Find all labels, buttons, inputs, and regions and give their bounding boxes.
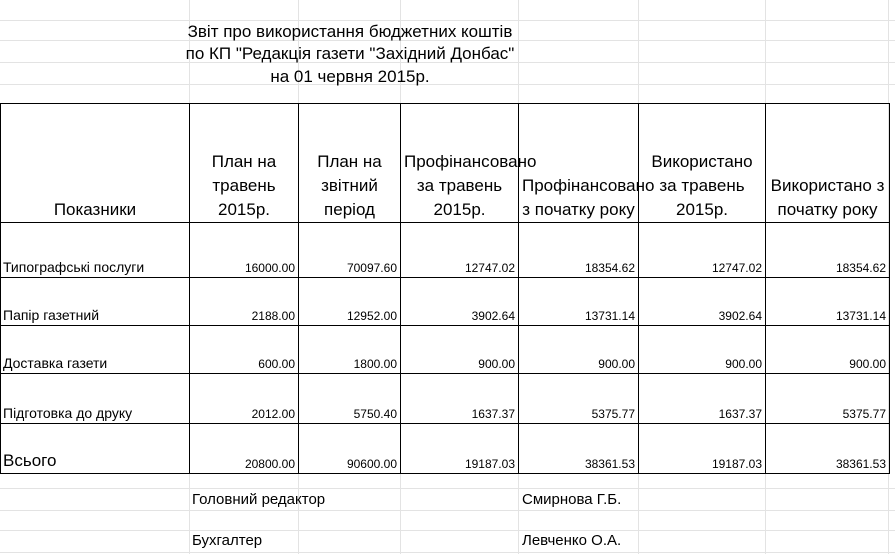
table-row: [1, 326, 890, 374]
table-cell: 13731.14: [519, 278, 639, 326]
row-label-total: Всього: [1, 424, 190, 474]
accountant-name: Левченко О.А.: [522, 532, 622, 549]
report-title-line-1: Звіт про використання бюджетних коштів: [187, 22, 513, 41]
table-cell: 900.00: [766, 326, 890, 374]
row-label: Доставка газети: [1, 326, 190, 374]
table-cell: 13731.14: [766, 278, 890, 326]
row-label: Папір газетний: [1, 278, 190, 326]
table-cell: 38361.53: [766, 424, 890, 474]
header-used-may: Використано за травень 2015р.: [639, 104, 766, 223]
table-cell: 38361.53: [519, 424, 639, 474]
table-cell: 1637.37: [401, 374, 519, 424]
table-cell: 20800.00: [190, 424, 299, 474]
table-cell: 18354.62: [519, 223, 639, 278]
table-header-row: [1, 104, 890, 223]
accountant-title: Бухгалтер: [192, 532, 263, 549]
report-title-line-2: по КП "Редакція газети "Західний Донбас": [185, 44, 515, 63]
table-cell: 90600.00: [299, 424, 401, 474]
table-cell: 12952.00: [299, 278, 401, 326]
table-cell: 3902.64: [639, 278, 766, 326]
table-cell: 900.00: [519, 326, 639, 374]
table-cell: 18354.62: [766, 223, 890, 278]
header-plan-period: План на звітний період: [299, 104, 401, 223]
header-indicators: Показники: [1, 104, 190, 223]
table-cell: 12747.02: [639, 223, 766, 278]
table-cell: 19187.03: [639, 424, 766, 474]
table-cell: 2012.00: [190, 374, 299, 424]
table-cell: 16000.00: [190, 223, 299, 278]
report-title-line-3: на 01 червня 2015р.: [270, 67, 430, 86]
table-row-total: [1, 424, 890, 474]
header-financed-may: Профінансовано за травень 2015р.: [401, 104, 519, 223]
editor-name: Смирнова Г.Б.: [522, 491, 622, 508]
table-cell: 600.00: [190, 326, 299, 374]
table-cell: 12747.02: [401, 223, 519, 278]
table-cell: 5375.77: [519, 374, 639, 424]
table-cell: 5750.40: [299, 374, 401, 424]
header-financed-ytd: Профінансовано з початку року: [519, 104, 639, 223]
table-cell: 70097.60: [299, 223, 401, 278]
header-plan-may: План на травень 2015р.: [190, 104, 299, 223]
header-used-ytd: Використано з початку року: [766, 104, 890, 223]
gridline: [0, 552, 895, 553]
gridline: [0, 530, 895, 531]
table-cell: 1637.37: [639, 374, 766, 424]
table-row: [1, 223, 890, 278]
table-cell: 2188.00: [190, 278, 299, 326]
row-label: Типографські послуги: [1, 223, 190, 278]
editor-title: Головний редактор: [192, 491, 326, 508]
gridline: [0, 488, 895, 489]
table-cell: 1800.00: [299, 326, 401, 374]
table-cell: 900.00: [401, 326, 519, 374]
table-row: [1, 278, 890, 326]
table-cell: 5375.77: [766, 374, 890, 424]
table-cell: 3902.64: [401, 278, 519, 326]
table-cell: 900.00: [639, 326, 766, 374]
gridline: [0, 510, 895, 511]
budget-report-table: [0, 103, 890, 474]
table-cell: 19187.03: [401, 424, 519, 474]
row-label: Підготовка до друку: [1, 374, 190, 424]
table-row: [1, 374, 890, 424]
